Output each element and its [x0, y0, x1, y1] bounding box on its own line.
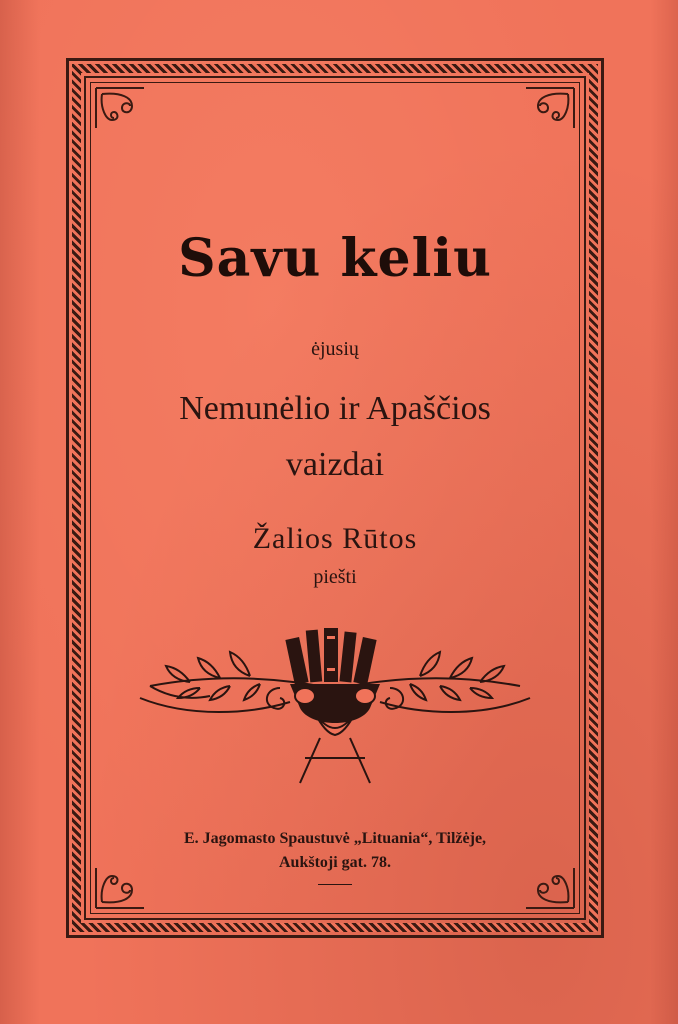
- subtitle-places: Nemunėlio ir Apaščios: [179, 390, 491, 427]
- subtitle-small: ėjusių: [311, 338, 359, 360]
- subtitle-vaizdai: vaizdai: [285, 446, 385, 483]
- book-title: Savu keliu: [178, 228, 492, 289]
- publisher-line-1: E. Jagomasto Spaustuvė „Lituania“, Tilžėje,: [183, 830, 487, 847]
- border-frame-inner-line: [90, 82, 580, 914]
- publisher-line-2: Aukštoji gat. 78.: [278, 854, 391, 871]
- corner-flourish-icon: [522, 84, 578, 132]
- books-laurel-ornament-icon: [130, 618, 540, 788]
- divider-rule: [318, 884, 352, 885]
- corner-flourish-icon: [92, 84, 148, 132]
- author-name: Žalios Rūtos: [252, 522, 418, 555]
- author-suffix: piešti: [313, 566, 357, 588]
